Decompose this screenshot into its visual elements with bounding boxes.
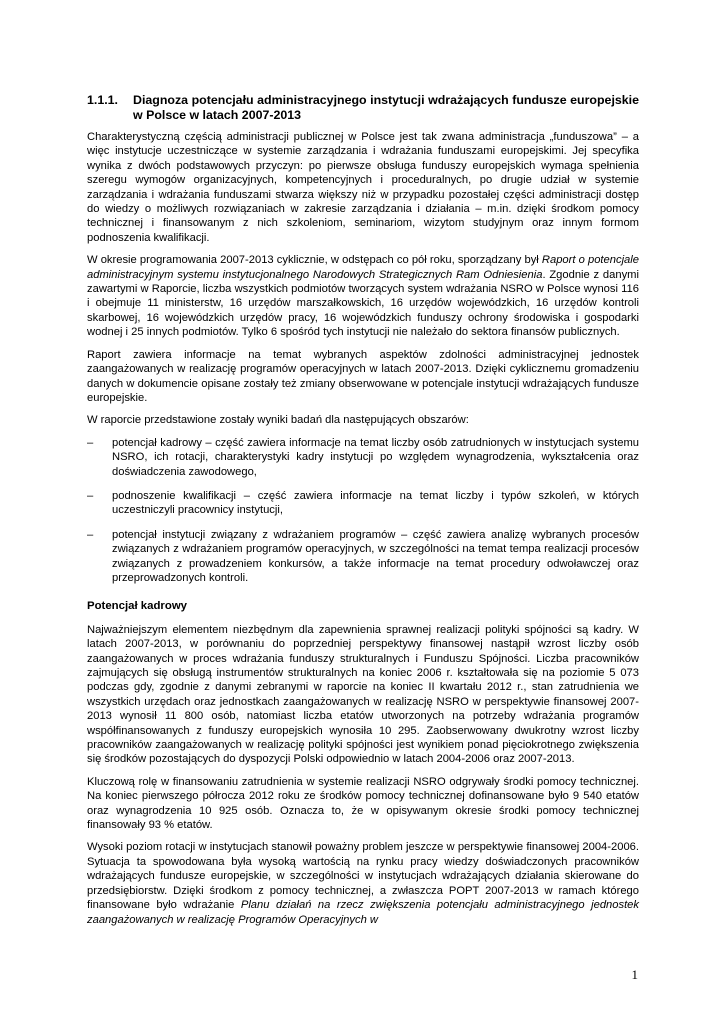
paragraph-areas-intro: W raporcie przedstawione zostały wyniki badań dla następujących obszarów:: [87, 414, 469, 427]
list-item: [87, 436, 639, 479]
report-title: Raport o potencjale administracyjnym systemu instytucjonalnego Narodowych Strategicznych Ram Odniesienia: [87, 254, 639, 281]
dash-bullet: –: [87, 489, 94, 502]
page-number: 1: [631, 967, 638, 982]
list-item-text: potencjał kadrowy – część zawiera informacje na temat liczby osób zatrudnionych w instytucjach systemu NSRO, ich rotacji, charakterystyki kadry instytucji po względem wynagrodzenia, wykształcenia oraz doświadczenia zawodowego,: [112, 436, 639, 478]
dash-bullet: –: [87, 528, 94, 541]
list-item-text: potencjał instytucji związany z wdrażaniem programów – część zawiera analizę wybranych procesów związanych z wdrażaniem programów operacyjnych, w szczególności na temat tempa realizacji procesów związanych z prowadzeniem konkursów, a także informacje na temat procedury odwoławczej oraz przeprowadzonych kontroli.: [112, 528, 639, 584]
paragraph-report-scope: Raport zawiera informacje na temat wybranych aspektów zdolności administracyjnej jednostek zaangażowanych w realizację programów operacyjnych w latach 2007-2013. Dzięki cyklicznemu gromadzeniu danych w dokumencie opisane zostały też zmiany obserwowane w potencjale instytucji wdrażających fundusze europejskie.: [87, 348, 639, 404]
subheading-staff-potential: Potencjał kadrowy: [87, 600, 188, 613]
action-plan-title: Planu działań na rzecz zwiększenia potencjału administracyjnego jednostek zaangażowanych w realizację Programów Operacyjnych w: [87, 899, 639, 926]
dash-bullet: –: [87, 436, 94, 449]
section-title: Diagnoza potencjału administracyjnego instytucji wdrażających fundusze europejskie w Polsce w latach 2007-2013: [133, 93, 639, 122]
list-item: [87, 489, 639, 518]
paragraph-report: [87, 253, 639, 339]
paragraph-rotation: [87, 840, 639, 926]
list-item: [87, 528, 639, 586]
paragraph-report-text-b: . Zgodnie z danymi zawartymi w Raporcie, liczba wszystkich podmiotów tworzących system wdrażania NSRO w Polsce wynosi 116 i obejmuje 11 ministerstw, 16 urzędów marszałkowskich, 16 urzędów wojewódzkich, 16 urzędów kontroli skarbowej, 16 wojewódzkich urzędów pracy, 16 wojewódzkich funduszy ochrony środowiska i gospodarki wodnej i 25 innych podmiotów. Tylko 6 spośród tych instytucji nie należało do sektora finansów publicznych.: [87, 268, 639, 339]
page-content: [87, 93, 639, 935]
paragraph-report-text-a: W okresie programowania 2007-2013 cyklicznie, w odstępach co pół roku, sporządzany był: [87, 254, 542, 267]
paragraph-technical-assistance: Kluczową rolę w finansowaniu zatrudnienia w systemie realizacji NSRO odgrywały środki pomocy technicznej. Na koniec pierwszego półrocza 2012 roku ze środków pomocy technicznej dofinansowane było 9 540 etatów oraz wynagrodzenia 10 925 osób. Oznacza to, że w opisywanym okresie środki pomocy technicznej finansowały 93 % etatów.: [87, 775, 639, 832]
areas-list: [87, 436, 639, 586]
paragraph-intro: Charakterystyczną częścią administracji publicznej w Polsce jest tak zwana administracja „funduszowa” – a więc instytucje uczestniczące w systemie zarządzania i wdrażania funduszami europejskimi. Jej specyfika wynika z dwóch podstawowych przyczyn: po pierwsze obsługa funduszy europejskich wymaga spełnienia szeregu wymogów organizacyjnych, kompetencyjnych i proceduralnych, po drugie udział w systemie zarządzania i wdrażania funduszami stwarza większy niż w przypadku pozostałej części administracji dostęp do wiedzy o możliwych rozwiązaniach w zakresie zarządzania i działania – m.in. dzięki środkom pomocy technicznej i finansowanym z nich szkoleniom, seminariom, wizytom studyjnym oraz innym formom podnoszenia kwalifikacji.: [87, 131, 639, 244]
paragraph-rotation-text: Wysoki poziom rotacji w instytucjach stanowił poważny problem jeszcze w perspektywie finansowej 2004-2006. Sytuacja ta spowodowana była wysoką wartością na rynku pracy wiedzy doświadczonych pracowników wdrażających fundusze europejskie, w szczególności w instytucjach wdrażających działania skierowane do przedsiębiorstw. Dzięki środkom z pomocy technicznej, a zwłaszcza POPT 2007-2013 w ramach którego finansowane było wdrażanie: [87, 841, 639, 912]
list-item-text: podnoszenie kwalifikacji – część zawiera informacje na temat liczby i typów szkoleń, w których uczestniczyli pracownicy instytucji,: [112, 489, 639, 517]
section-heading: [87, 93, 639, 123]
section-number: 1.1.1.: [87, 93, 119, 107]
paragraph-staff: Najważniejszym elementem niezbędnym dla zapewnienia sprawnej realizacji polityki spójności są kadry. W latach 2007-2013, w porównaniu do poprzedniej perspektywy finansowej nastąpił wzrost liczby osób zaangażowanych w proces wdrażania funduszy strukturalnych i Funduszu Spójności. Liczba pracowników zajmujących się obsługą instrumentów strukturalnych na koniec 2006 r. kształtowała się na poziomie 5 073 podczas gdy, zgodnie z danymi zebranymi w raporcie na koniec II kwartału 2012 r., stan zatrudnienia we wszystkich urzędach oraz jednostkach zaangażowanych w realizację NSRO w perspektywie finansowej 2007-2013 wynosił 11 800 osób, natomiast liczba etatów utworzonych na potrzeby wdrażania programów współfinansowanych z funduszy europejskich wynosiła 10 295. Zaobserwowany dwukrotny wzrost liczby pracowników zaangażowanych w realizację polityki spójności jest wynikiem ponad pięciokrotnego zwiększenia się środków pozostających do dyspozycji Polski odpowiednio w latach 2004-2006 oraz 2007-2013.: [87, 623, 639, 766]
